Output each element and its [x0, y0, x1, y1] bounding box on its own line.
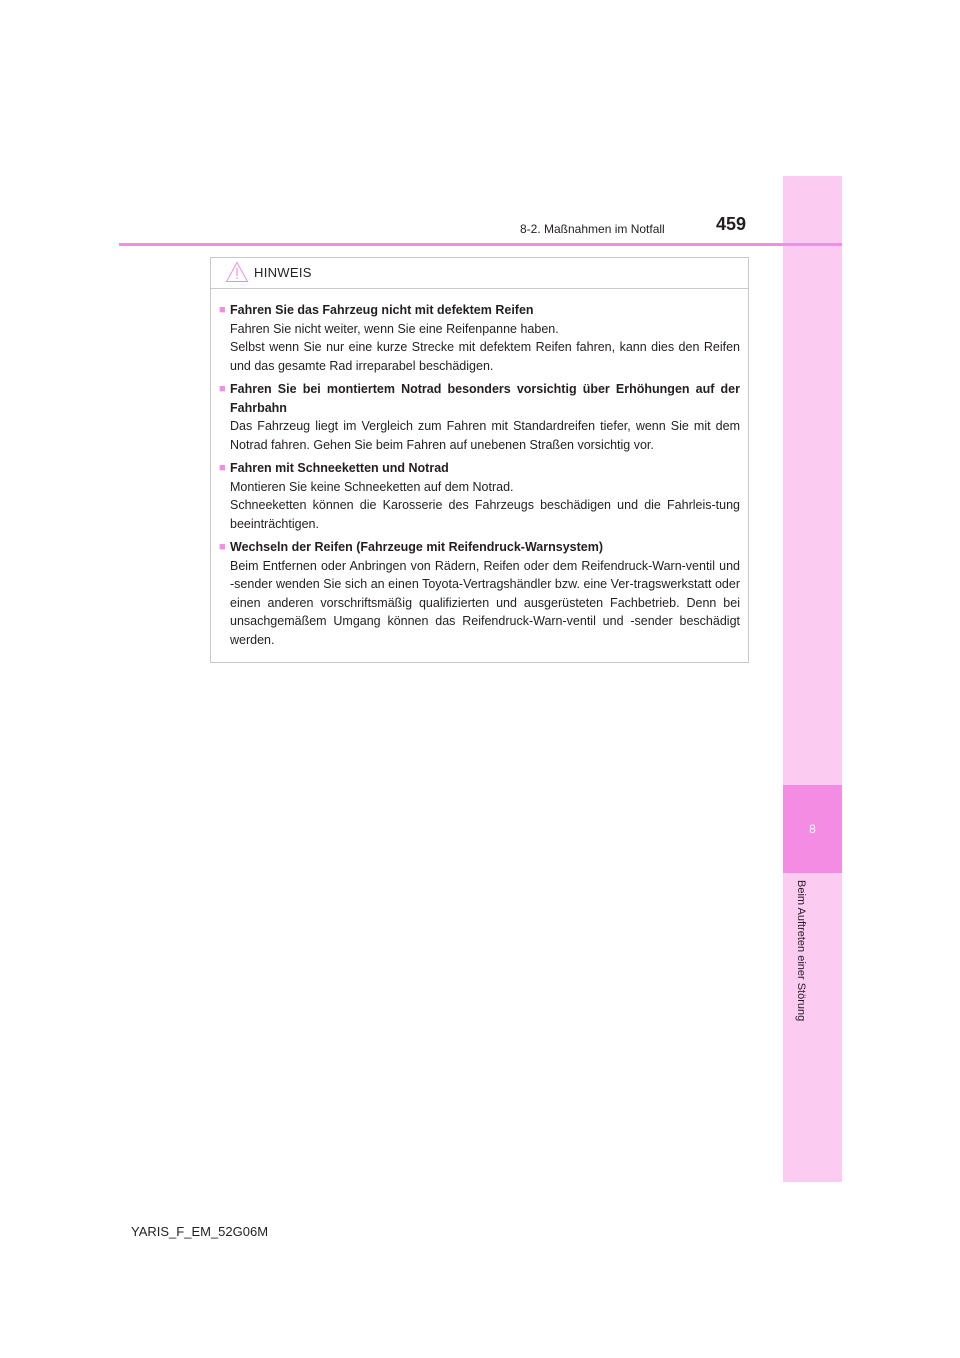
notice-item-paragraph: Selbst wenn Sie nur eine kurze Strecke mit defektem Reifen fahren, kann dies den Reifen und das gesamte Rad irreparabel beschädigen. — [230, 340, 740, 373]
notice-item-paragraph: Montieren Sie keine Schneeketten auf dem Notrad. — [230, 479, 514, 494]
square-bullet-icon: ■ — [219, 541, 226, 553]
chapter-title: Beim Auftreten einer Störung — [794, 880, 807, 1022]
notice-body — [211, 289, 748, 649]
document-code: YARIS_F_EM_52G06M — [131, 1224, 269, 1239]
square-bullet-icon: ■ — [219, 383, 226, 395]
square-bullet-icon: ■ — [219, 304, 226, 316]
chapter-number: 8 — [783, 785, 842, 873]
notice-item-text — [219, 417, 740, 454]
notice-item-paragraph: Fahren Sie nicht weiter, wenn Sie eine Reifenpanne haben. — [230, 321, 559, 336]
notice-item-title: Fahren Sie das Fahrzeug nicht mit defektem Reifen — [230, 303, 534, 317]
notice-header — [211, 258, 748, 289]
notice-item-text — [219, 557, 740, 650]
notice-item — [219, 380, 740, 454]
section-title: 8-2. Maßnahmen im Notfall — [520, 222, 665, 236]
notice-title: HINWEIS — [254, 265, 312, 280]
notice-item-title: Fahren mit Schneeketten und Notrad — [230, 461, 449, 475]
notice-box — [210, 257, 749, 663]
notice-item-paragraph: Das Fahrzeug liegt im Vergleich zum Fahren mit Standardreifen tiefer, wenn Sie mit dem Notrad fahren. Gehen Sie beim Fahren auf unebenen Straßen vorsichtig vor. — [230, 419, 740, 452]
notice-item-text — [219, 320, 740, 376]
warning-triangle-icon — [225, 261, 249, 283]
notice-item-heading — [219, 301, 740, 320]
square-bullet-icon: ■ — [219, 462, 226, 474]
header-rule — [119, 243, 842, 246]
notice-item-heading — [219, 538, 740, 557]
notice-item — [219, 459, 740, 533]
chapter-title-vertical — [783, 880, 842, 1060]
notice-item — [219, 301, 740, 375]
notice-item-title: Wechseln der Reifen (Fahrzeuge mit Reifendruck-Warnsystem) — [230, 540, 604, 554]
notice-item-paragraph: Beim Entfernen oder Anbringen von Rädern, Reifen oder dem Reifendruck-Warn-ventil und -sender wenden Sie sich an einen Toyota-Vertragshändler bzw. eine Ver-tragswerkstatt oder einen anderen vorschriftsmäßig qualifizierten und ausgerüsteten Fachbetrieb. Denn bei unsachgemäßem Umgang können das Reifendruck-Warn-ventil und -sender beschädigt werden. — [230, 558, 740, 647]
notice-item-heading — [219, 380, 740, 417]
notice-item-heading — [219, 459, 740, 478]
page-number: 459 — [716, 214, 747, 234]
notice-item-title: Fahren Sie bei montiertem Notrad besonders vorsichtig über Erhöhungen auf der Fahrbahn — [230, 382, 740, 415]
notice-item — [219, 538, 740, 649]
notice-item-paragraph: Schneeketten können die Karosserie des Fahrzeugs beschädigen und die Fahrleis-tung beeinträchtigen. — [230, 498, 740, 531]
notice-item-text — [219, 478, 740, 534]
